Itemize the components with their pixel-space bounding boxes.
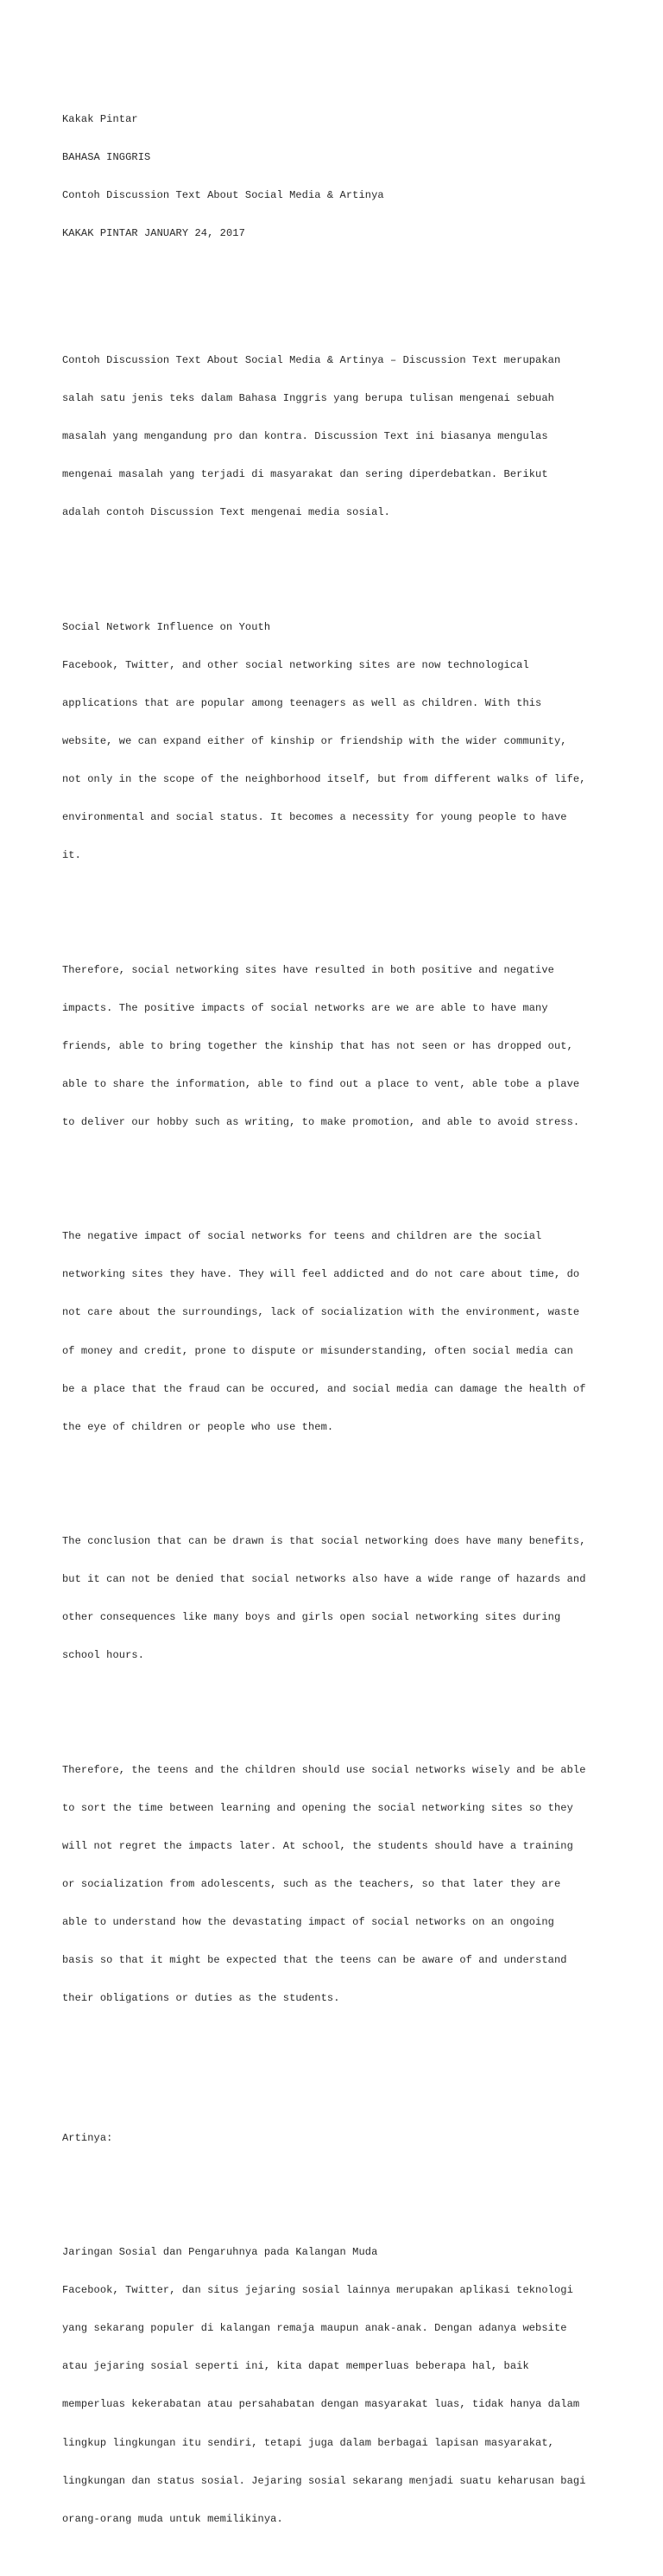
text-line: Facebook, Twitter, dan situs jejaring sosial lainnya merupakan aplikasi teknologi [62,2284,573,2297]
text-line: impacts. The positive impacts of social networks are we are able to have many [62,1001,548,1014]
text-line: of money and credit, prone to dispute or misunderstanding, often social media can [62,1344,573,1357]
header-line: BAHASA INGGRIS [62,150,151,163]
section-title: Jaringan Sosial dan Pengaruhnya pada Kalangan Muda [62,2246,378,2259]
text-line: Therefore, the teens and the children should use social networks wisely and be able [62,1763,586,1776]
header-line: Kakak Pintar [62,112,138,125]
text-line: basis so that it might be expected that the teens can be aware of and understand [62,1954,567,1967]
text-line: lingkungan dan status sosial. Jejaring sosial sekarang menjadi suatu keharusan bagi [62,2474,586,2487]
text-line: The negative impact of social networks for teens and children are the social [62,1230,542,1243]
positive-impact-paragraph [62,938,615,1154]
section-title: Social Network Influence on Youth [62,620,271,633]
text-line: other consequences like many boys and girls open social networking sites during [62,1611,561,1624]
text-line: adalah contoh Discussion Text mengenai media sosial. [62,506,390,519]
text-line: atau jejaring sosial seperti ini, kita dapat memperluas beberapa hal, baik [62,2360,529,2373]
text-line: it. [62,849,81,862]
text-line: mengenai masalah yang terjadi di masyarakat dan sering diperdebatkan. Berikut [62,468,548,481]
text-line: to sort the time between learning and opening the social networking sites so they [62,1801,573,1814]
negative-impact-paragraph [62,1205,615,1459]
text-line: lingkup lingkungan itu sendiri, tetapi juga dalam berbagai lapisan masyarakat, [62,2436,554,2449]
text-line: orang-orang muda untuk memilikinya. [62,2512,283,2525]
text-line: the eye of children or people who use them. [62,1420,334,1433]
text-line: environmental and social status. It becomes a necessity for young people to have [62,811,567,824]
header-line: Contoh Discussion Text About Social Media & Artinya [62,189,384,201]
text-line: masalah yang mengandung pro dan kontra. Discussion Text ini biasanya mengulas [62,430,548,443]
text-line: their obligations or duties as the students. [62,1992,340,2005]
translation-paragraph [62,2221,615,2551]
text-line: salah satu jenis teks dalam Bahasa Inggris yang berupa tulisan mengenai sebuah [62,392,554,405]
text-line: school hours. [62,1649,144,1662]
text-line: yang sekarang populer di kalangan remaja maupun anak-anak. Dengan adanya website [62,2322,567,2335]
text-line: networking sites they have. They will feel addicted and do not care about time, do [62,1268,580,1281]
text-line: be a place that the fraud can be occured, and social media can damage the health of [62,1382,586,1395]
text-line: to deliver our hobby such as writing, to make promotion, and able to avoid stress. [62,1116,580,1128]
text-line: Contoh Discussion Text About Social Media & Artinya – Discussion Text merupakan [62,354,561,367]
translation-label-paragraph [62,2106,615,2170]
recommendation-paragraph [62,1738,615,2030]
intro-paragraph [62,329,615,545]
text-line: but it can not be denied that social networks also have a wide range of hazards and [62,1573,586,1586]
text-line: able to share the information, able to find out a place to vent, able tobe a plave [62,1077,580,1090]
text-line: able to understand how the devastating impact of social networks on an ongoing [62,1916,554,1929]
text-line: friends, able to bring together the kinship that has not seen or has dropped out, [62,1039,573,1052]
conclusion-paragraph [62,1510,615,1688]
text-line: will not regret the impacts later. At school, the students should have a training [62,1839,573,1852]
text-line: memperluas kekerabatan atau persahabatan dengan masyarakat luas, tidak hanya dalam [62,2398,580,2411]
translation-label: Artinya: [62,2131,113,2144]
text-line: applications that are popular among teenagers as well as children. With this [62,696,542,709]
section-paragraph [62,595,615,887]
text-line: Facebook, Twitter, and other social networking sites are now technological [62,658,529,671]
text-line: not care about the surroundings, lack of socialization with the environment, waste [62,1306,580,1319]
text-line: website, we can expand either of kinship or friendship with the wider community, [62,735,567,748]
header-line: KAKAK PINTAR JANUARY 24, 2017 [62,227,245,240]
document-page [62,62,615,2576]
text-line: or socialization from adolescents, such as the teachers, so that later they are [62,1877,561,1890]
document-header [62,87,615,265]
text-line: not only in the scope of the neighborhood itself, but from different walks of life, [62,773,586,786]
text-line: The conclusion that can be drawn is that social networking does have many benefits, [62,1535,586,1548]
text-line: Therefore, social networking sites have resulted in both positive and negative [62,963,554,976]
